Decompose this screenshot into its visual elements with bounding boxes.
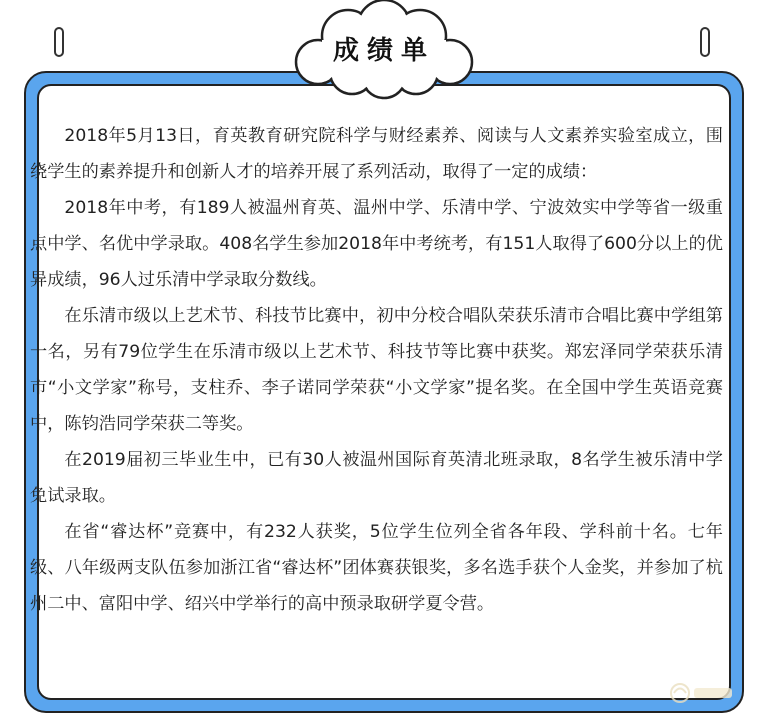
paragraph-graduate-admissions: 在2019届初三毕业生中，已有30人被温州国际育英清北班录取，8名学生被乐清中学免试录取。: [30, 450, 723, 506]
paragraph-ruida-cup: 在省“睿达杯”竞赛中，有232人获奖，5位学生位列全省各年段、学科前十名。七年级、八年级两支队伍参加浙江省“睿达杯”团体赛获银奖，多名选手获个人金奖，并参加了杭州二中、富阳中学、绍兴中学举行的高中预录取研学夏令营。: [30, 522, 723, 614]
page-title: 成绩单: [332, 36, 435, 66]
paragraph-arts-tech-awards: 在乐清市级以上艺术节、科技节比赛中，初中分校合唱队荣获乐清市合唱比赛中学组第一名，另有79位学生在乐清市级以上艺术节、科技节等比赛中获奖。郑宏泽同学荣获乐清市“小文学家”称号，支柱乔、李子诺同学荣获“小文学家”提名奖。在全国中学生英语竞赛中，陈钧浩同学荣获二等奖。: [30, 306, 723, 434]
watermark-logo: [668, 678, 738, 708]
paragraph-intro: 2018年5月13日，育英教育研究院科学与财经素养、阅读与人文素养实验室成立，围绕学生的素养提升和创新人才的培养开展了系列活动，取得了一定的成绩：: [30, 126, 723, 182]
left-binder-ring: [54, 27, 64, 57]
right-binder-ring: [700, 27, 710, 57]
paragraph-exam-results: 2018年中考，有189人被温州育英、温州中学、乐清中学、宁波效实中学等省一级重点中学、名优中学录取。408名学生参加2018年中考统考，有151人取得了600分以上的优异成绩，96人过乐清中学录取分数线。: [30, 198, 723, 290]
report-body: [30, 118, 723, 622]
